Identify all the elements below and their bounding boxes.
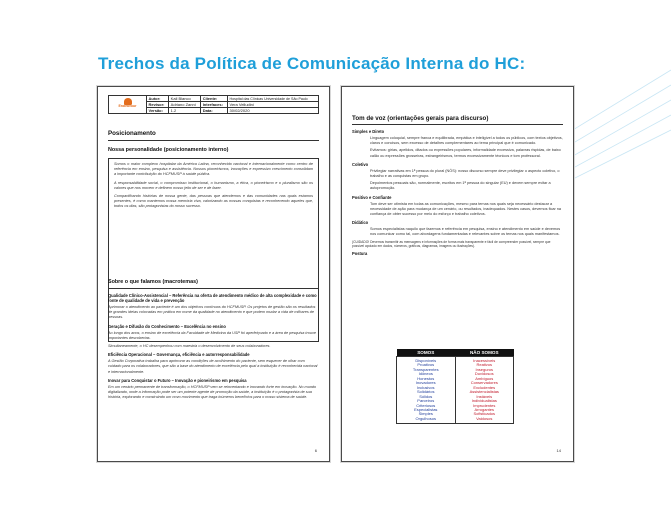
nao-somos-item: Conservadores — [470, 380, 498, 386]
document-page-left — [97, 86, 330, 462]
block-heading: Inovar para Conquistar o Futuro – Inovação e pioneirismo em pesquisa — [108, 377, 247, 383]
nao-somos-item: Imprudentes — [473, 402, 496, 408]
somos-item: Especialistas — [414, 406, 438, 412]
somos-item: Solidários — [416, 389, 435, 395]
guideline-heading: Didático — [352, 220, 369, 226]
block-text: Simultaneamente, o HC desempenhou com maestria o desenvolvimento de seus colaboradores. — [108, 344, 271, 349]
somos-item: Sólidos — [419, 393, 433, 399]
cliente-value: Hospital das Clínicas Universidade de São Paulo — [228, 96, 319, 102]
nao-somos-item: Reativos — [476, 362, 493, 368]
nao-somos-item: Inacessíveis — [473, 358, 496, 363]
guideline-heading: Postura — [352, 251, 368, 257]
section-rule — [352, 124, 563, 125]
section-title-tom-de-voz: Tom de voz (orientações gerais para discurso) — [352, 115, 489, 122]
block-text: Em um cenário permanente de transformação, o HCFMUSP vem se reinventando e inovando forte em inovação. No mundo digitalizado, onde a informação pode ser um potente agente de promoção da saúde, a instituição é o protagonista de sua história, explorando e construindo um novo movimento que traga inúmeros benefícios para o nosso sistema de saúde. — [108, 384, 317, 400]
nao-somos-item: Duvidosos — [474, 371, 494, 377]
somos-item: Idôneos — [418, 371, 433, 377]
nao-somos-item: Individualistas — [471, 398, 497, 404]
versao-value: 1.2 — [169, 108, 201, 114]
quote-paragraph: A responsabilidade social, o compromisso institucional, o humanismo, a ética, o pioneirismo e o pluralismo são os valores que nos movem e definem nosso jeito de ser e de fazer. — [114, 180, 313, 190]
guideline-heading: Simples e Direto — [352, 129, 385, 134]
somos-item: Inclusivos — [416, 384, 435, 390]
page-number: 14 — [556, 448, 561, 453]
guideline-text: Depoimentos pessoais são, normalmente, escritos em 1ª pessoa do singular (EU) e devem sempre evitar a autopromoção. — [370, 181, 551, 191]
nao-somos-header: NÃO SOMOS — [455, 349, 514, 357]
data-label: Data: — [201, 108, 228, 114]
block-heading: Geração e Difusão do Conhecimento – Excelência no ensino — [108, 323, 226, 329]
somos-item: Proativos — [417, 362, 435, 368]
versao-label: Versão: — [147, 108, 169, 114]
endeavour-logo: Endeavour — [120, 98, 136, 112]
block-heading: Qualidade Clínico-Assistencial – Referência na oferta de atendimento médico de alta complexidade e como fonte de qualidade de vida e prevenção — [108, 293, 317, 303]
guideline-note: (CUIDADO! Devemos transmitir as mensagens e informações de forma mais transparente e fácil de compreender possível, sempre que possível apoiado em dados, números, gráficos, diagramas, imagens ou ilustrações). — [352, 239, 551, 249]
section-rule — [108, 140, 319, 141]
somos-item: Criteriosos — [416, 402, 436, 408]
nao-somos-item: Assistencialistas — [469, 389, 499, 395]
tone-guidelines — [352, 129, 563, 256]
document-header-table — [108, 95, 319, 114]
somos-item: Orgulhosos — [415, 415, 436, 421]
quote-paragraph: Somos o maior complexo hospitalar da América Latina, reconhecido nacional e internacionalmente como centro de referência em ensino, pesquisa e assistência. Nossos pioneirismos, inovações e expressivo crescimento consolidam a importante contribuição do HCFMUSP à saúde pública. — [114, 162, 313, 177]
revisor-label: Revisor: — [147, 102, 169, 108]
somos-header: SOMOS — [397, 349, 456, 357]
block-text: A Gestão Corporativa trabalha para aprimorar as condições de acolhimento do paciente, sem esquecer de olhar com cuidado para os colaboradores, que são a base do atendimento de excelência pelo qual a instituição é reconhecida nacional e internacionalmente. — [108, 359, 318, 374]
guideline-text: Privilegiar narrativas em 1ª pessoa do plural (NÓS): nosso discurso sempre deve privilegiar o aspecto coletivo, o trabalho e as conquistas em grupo. — [370, 168, 560, 179]
somos-item: Inovadores — [415, 380, 436, 386]
nao-somos-item: Instáveis — [476, 393, 493, 399]
guideline-text: Evitamos: gírias, apelidos, ditados ou expressões populares, informalidade excessiva, palavras rispidas, de baixo calão ou expressões grosseiras, estrangeirismos, termos excessivamente técnicos e tom professoral. — [370, 148, 561, 158]
guideline-text: Tom deve ser otimista em todas as comunicações, mesmo para temas nos quais seja necessário destacar a necessidade de ação para mudança de um cenário, ou resultados, inadequados. Nestes casos, devemos ficar na confiança de obter sucesso por meio do esforço e trabalho coletivos. — [370, 201, 562, 217]
nao-somos-item: Inseguros — [475, 366, 494, 372]
quote-paragraph: Compartilhando histórias de nossa gente, das pessoas que atendemos e das comunidades nas quais estamos presentes, é como mantemos nossa memória viva, valorizando as nossas conquistas e reconhecendo aqueles que, todos os dias, são protagonistas do nosso sucesso. — [114, 194, 313, 209]
somos-item: Disponíveis — [415, 358, 437, 363]
macrotemas-list — [108, 293, 319, 400]
interfaces-value: Vera Velludini — [228, 102, 319, 108]
section-title-macrotemas: Sobre o que falamos (macrotemas) — [108, 279, 198, 285]
somos-item: Parceiros — [417, 398, 435, 404]
document-page-right — [341, 86, 574, 462]
autor-value: Kall Blanco — [169, 96, 201, 102]
guideline-heading: Positivo e Confiante — [352, 194, 392, 200]
guideline-text: Linguagem coloquial, sempre franca e equilibrada, empática e inteligível a todos os públicos, com textos objetivos, claros e concisos, sem excesso de detalhes complementares ao tema principal que é comunicado. — [370, 136, 563, 146]
cliente-label: Cliente: — [201, 96, 228, 102]
somos-item: Transparentes — [412, 366, 439, 372]
somos-item: Simples — [418, 411, 433, 417]
logo-cell — [109, 96, 147, 114]
nao-somos-item: Vaidosos — [476, 415, 493, 421]
guideline-text: Somos especialistas naquilo que fazemos e referência em pesquisa, ensino e atendimento em saúde e devemos nos comunicar como tal, com abordagens fundamentadas e relevantes sobre os temas nos quais manifestamos. — [370, 227, 561, 237]
revisor-value: Adriano Zanni — [169, 102, 201, 108]
somos-column — [397, 357, 456, 424]
page-number: 6 — [314, 448, 317, 453]
block-text: Ao longo dos anos, o ensino de excelência da Faculdade de Medicina da USP foi aperfeiçoado e a área de pesquisa trouxe importantes descobertas. — [108, 330, 316, 340]
nao-somos-item: Sofisticados — [473, 411, 496, 417]
somos-nao-somos-table — [396, 349, 514, 424]
autor-label: Autor: — [147, 96, 169, 102]
interfaces-label: Interfaces: — [201, 102, 228, 108]
block-text: Aprimorar o atendimento ao paciente é um dos objetivos contínuos do HCFMUSP. Os projetos de gestão são os resultados de grandes ideias colocadas em prática em nome da qualidade no atendimento e que podem mudar a vida de milhares de pessoas. — [108, 305, 316, 320]
data-value: 30/02/2020 — [228, 108, 319, 114]
nao-somos-item: Excludentes — [473, 384, 496, 390]
section-title-posicionamento: Posicionamento — [108, 130, 156, 137]
subsection-title: Nossa personalidade (posicionamento interno) — [108, 147, 229, 153]
nao-somos-column — [455, 357, 514, 424]
guideline-heading: Coletivo — [352, 161, 369, 167]
somos-item: Honestos — [417, 375, 435, 381]
block-heading: Eficiência Operacional – Governança, eficiência e autorresponsabilidade — [108, 352, 250, 358]
section-rule — [108, 288, 319, 289]
slide-title: Trechos da Política de Comunicação Interna do HC: — [98, 54, 526, 73]
nao-somos-item: Arrogantes — [474, 406, 495, 412]
nao-somos-item: Ambíguos — [475, 375, 494, 381]
